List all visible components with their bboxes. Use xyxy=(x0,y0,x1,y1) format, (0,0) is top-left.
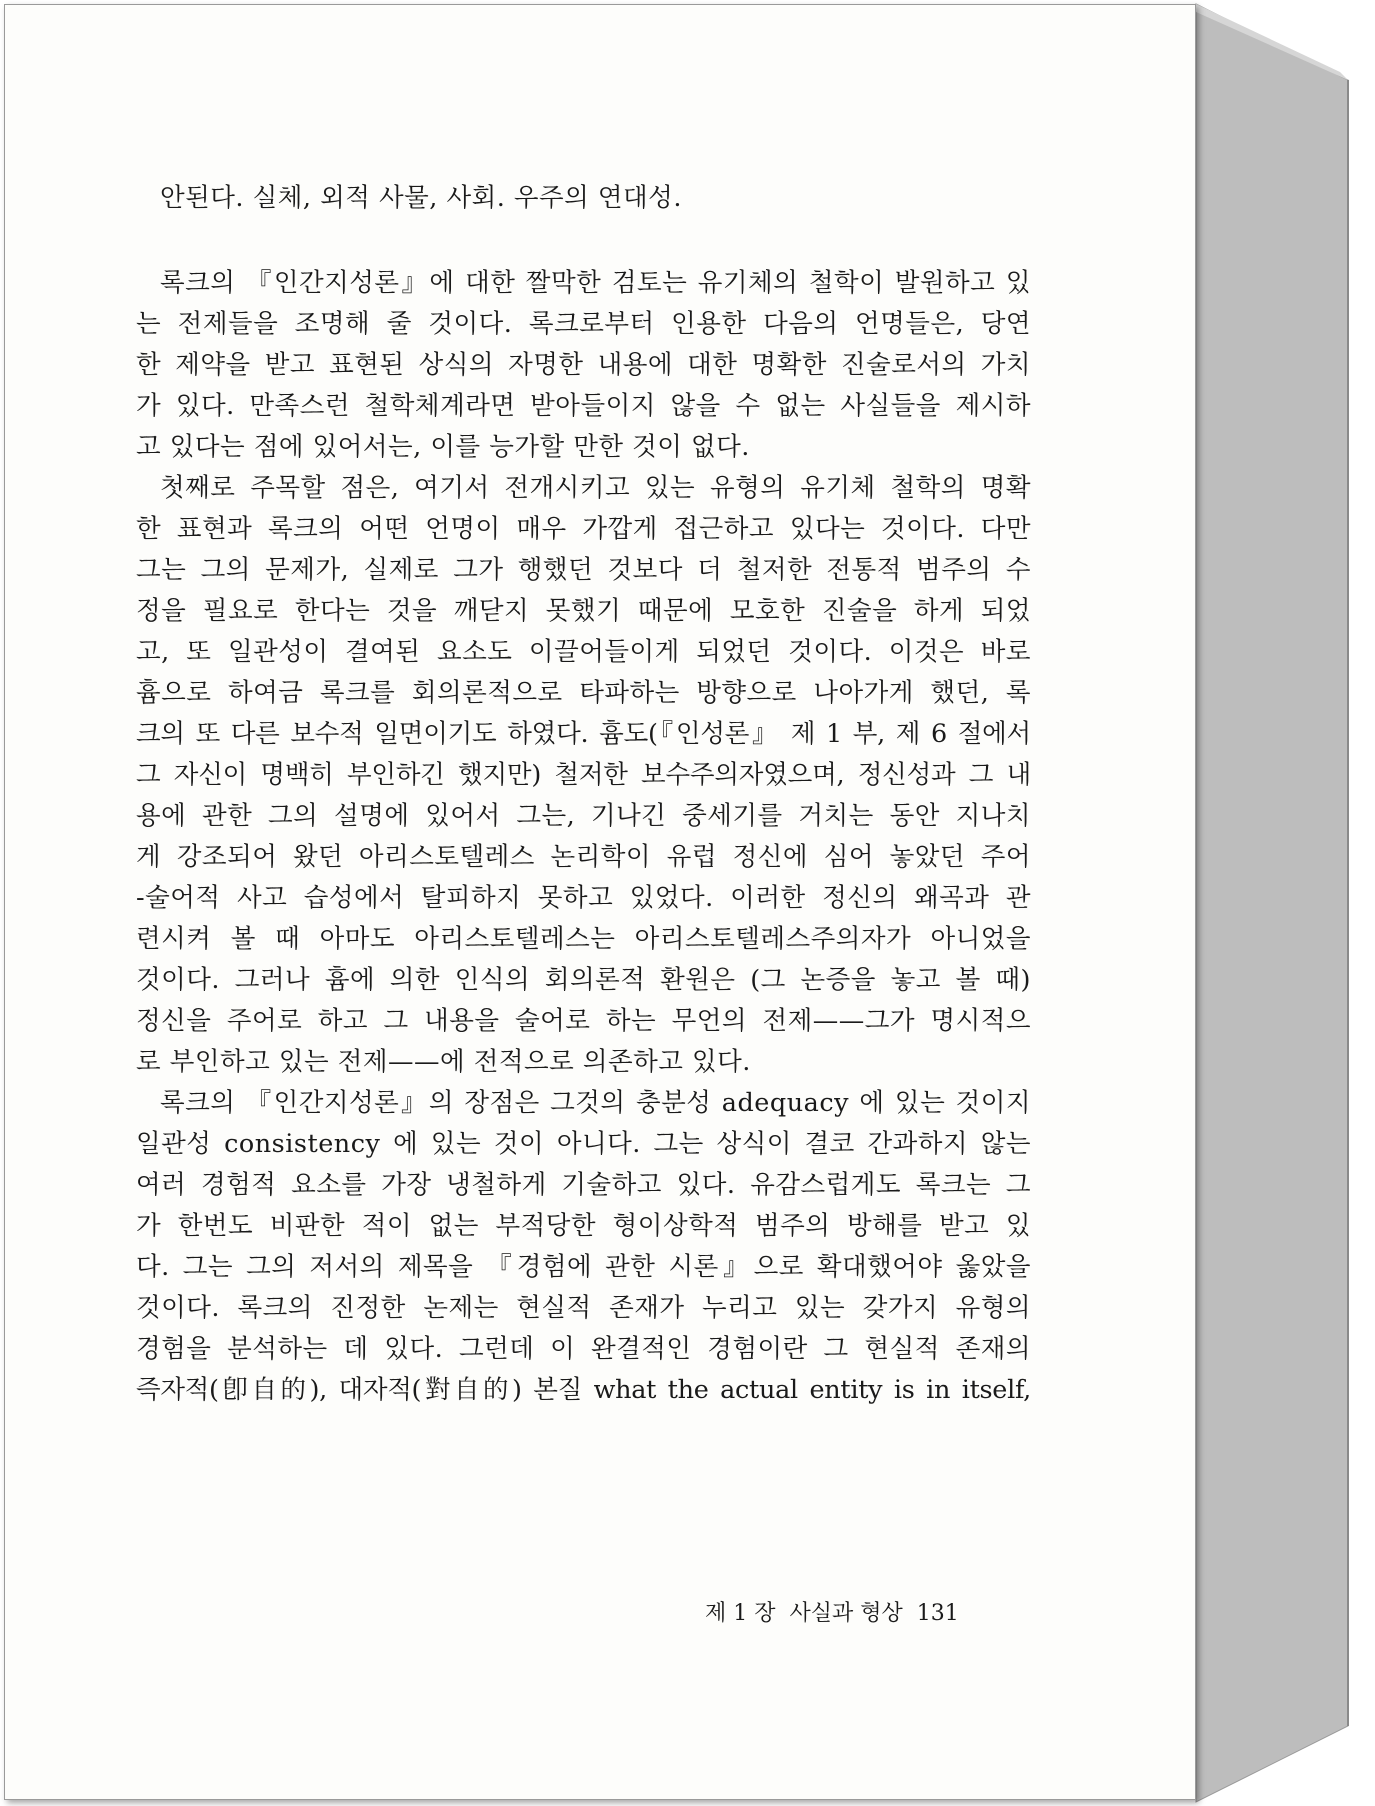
text-line: 는 전제들을 조명해 줄 것이다. 록크로부터 인용한 다음의 언명들은, 당연 xyxy=(136,309,1031,339)
text-line: -술어적 사고 습성에서 탈피하지 못하고 있었다. 이러한 정신의 왜곡과 관 xyxy=(136,883,1031,913)
text-line: 고 있다는 점에 있어서는, 이를 능가할 만한 것이 없다. xyxy=(136,432,750,462)
text-line: 고, 또 일관성이 결여된 요소도 이끌어들이게 되었던 것이다. 이것은 바로 xyxy=(136,637,1031,667)
text-line: 용에 관한 그의 설명에 있어서 그는, 기나긴 중세기를 거치는 동안 지나치 xyxy=(136,801,1031,831)
text-line: 록크의 『인간지성론』에 대한 짤막한 검토는 유기체의 철학이 발원하고 있 xyxy=(160,268,1031,298)
text-line: 것이다. 그러나 흄에 의한 인식의 회의론적 환원은 (그 논증을 놓고 볼 때) xyxy=(136,965,1031,995)
page-number: 131 xyxy=(916,1601,959,1626)
text-line: 련시켜 볼 때 아마도 아리스토텔레스는 아리스토텔레스주의자가 아니었을 xyxy=(136,924,1031,954)
text-line: 가 있다. 만족스런 철학체계라면 받아들이지 않을 수 없는 사실들을 제시하 xyxy=(136,391,1031,421)
text-line: 정신을 주어로 하고 그 내용을 술어로 하는 무언의 전제——그가 명시적으 xyxy=(136,1006,1031,1036)
text-line: 한 제약을 받고 표현된 상식의 자명한 내용에 대한 명확한 진술로서의 가치 xyxy=(136,350,1031,380)
running-footer xyxy=(705,1596,973,1627)
text-line: 가 한번도 비판한 적이 없는 부적당한 형이상학적 범주의 방해를 받고 있 xyxy=(136,1211,1031,1241)
text-line: 흄으로 하여금 록크를 회의론적으로 타파하는 방향으로 나아가게 했던, 록 xyxy=(136,678,1031,708)
chapter-title: 사실과 형상 xyxy=(789,1601,903,1626)
text-line: 첫째로 주목할 점은, 여기서 전개시키고 있는 유형의 유기체 철학의 명확 xyxy=(160,473,1031,503)
text-line: 경험을 분석하는 데 있다. 그런데 이 완결적인 경험이란 그 현실적 존재의 xyxy=(136,1334,1031,1364)
text-line: 로 부인하고 있는 전제——에 전적으로 의존하고 있다. xyxy=(136,1047,751,1077)
text-line: 일관성 consistency 에 있는 것이 아니다. 그는 상식이 결코 간과하지 않는 xyxy=(136,1129,1031,1159)
text-line: 게 강조되어 왔던 아리스토텔레스 논리학이 유럽 정신에 심어 놓았던 주어 xyxy=(136,842,1031,872)
body-text xyxy=(136,263,1031,1411)
text-line: 정을 필요로 한다는 것을 깨닫지 못했기 때문에 모호한 진술을 하게 되었 xyxy=(136,596,1031,626)
text-line: 한 표현과 록크의 어떤 언명이 매우 가깝게 접근하고 있다는 것이다. 다만 xyxy=(136,514,1031,544)
text-line: 크의 또 다른 보수적 일면이기도 하였다. 흄도(『인성론』 제 1 부, 제 6 절에서 xyxy=(136,719,1031,749)
text-line: 록크의 『인간지성론』의 장점은 그것의 충분성 adequacy 에 있는 것이지 xyxy=(160,1088,1031,1118)
chapter-label: 제 1 장 xyxy=(705,1601,776,1626)
text-line: 여러 경험적 요소를 가장 냉철하게 기술하고 있다. 유감스럽게도 록크는 그 xyxy=(136,1170,1031,1200)
text-line: 그는 그의 문제가, 실제로 그가 행했던 것보다 더 철저한 전통적 범주의 수 xyxy=(136,555,1031,585)
text-line: 즉자적(卽自的), 대자적(對自的) 본질 what the actual entity is in itself, xyxy=(136,1375,1031,1405)
text-line: 것이다. 록크의 진정한 논제는 현실적 존재가 누리고 있는 갖가지 유형의 xyxy=(136,1293,1031,1323)
text-line: 다. 그는 그의 저서의 제목을 『경험에 관한 시론』으로 확대했어야 옳았을 xyxy=(136,1252,1031,1282)
top-line: 안된다. 실체, 외적 사물, 사회. 우주의 연대성. xyxy=(160,183,682,213)
text-line: 그 자신이 명백히 부인하긴 했지만) 철저한 보수주의자였으며, 정신성과 그 내 xyxy=(136,760,1031,790)
